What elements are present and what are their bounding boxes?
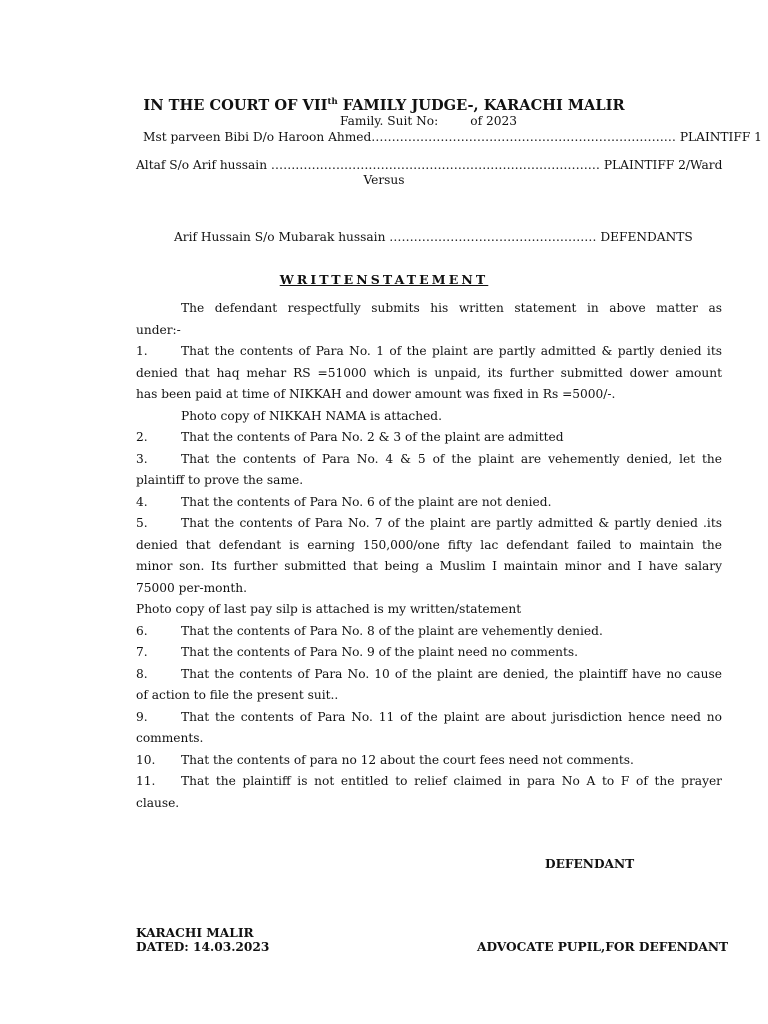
court-title-suffix: FAMILY JUDGE-, KARACHI MALIR (337, 97, 625, 114)
para-5 (136, 513, 722, 535)
para-5-line-5: Photo copy of last pay silp is attached is my written/statement (136, 602, 522, 616)
para-3 (136, 449, 722, 471)
para-text: That the contents of Para No. 6 of the plaint are not denied. (181, 494, 552, 509)
para-number: 11. (136, 774, 156, 788)
para-number: 10. (136, 752, 156, 767)
para-11-line-2: clause. (136, 795, 180, 810)
para-7 (136, 642, 722, 664)
para-text: That the contents of Para No. 2 & 3 of the plaint are admitted (181, 430, 564, 444)
para-number: 2. (136, 430, 148, 444)
intro-line-2: under:- (136, 322, 181, 337)
court-title-sup: th (327, 97, 338, 107)
para-9-line-2: comments. (136, 731, 204, 745)
plaintiff-1: Mst parveen Bibi D/o Haroon Ahmed………………………………………………………………… PLAINTIFF 1 (143, 130, 762, 144)
written-statement-title: WRITTENSTATEMENT (279, 272, 489, 287)
para-6 (136, 621, 722, 643)
statement-body (136, 298, 722, 814)
para-text: That the contents of Para No. 1 of the plaint are partly admitted & partly denied its (181, 344, 722, 358)
para-text: That the contents of Para No. 11 of the plaint are about jurisdiction hence need no (181, 709, 722, 724)
court-title-prefix: IN THE COURT OF VII (143, 97, 328, 114)
plaintiff-2: Altaf S/o Arif hussain ……………………………………………………………………… PLAINTIFF 2/Ward (136, 158, 723, 172)
para-text: That the contents of Para No. 7 of the plaint are partly admitted & partly denied .its (181, 516, 722, 530)
para-number: 5. (136, 516, 148, 530)
defendants-line: Arif Hussain S/o Mubarak hussain …………………………………………… DEFENDANTS (174, 230, 693, 244)
defendant-signature: DEFENDANT (545, 857, 635, 871)
para-number: 8. (136, 666, 148, 681)
versus-label: Versus (363, 173, 405, 187)
intro-line-1: The defendant respectfully submits his written statement in above matter as (181, 301, 722, 315)
para-5-line-2: denied that defendant is earning 150,000/one fifty lac defendant failed to maintain the (136, 537, 722, 552)
para-number: 1. (136, 344, 148, 358)
para-1 (136, 341, 722, 363)
para-8 (136, 664, 722, 686)
para-5-line-4: 75000 per-month. (136, 580, 247, 595)
para-2 (136, 427, 722, 449)
place-label: KARACHI MALIR (136, 926, 254, 940)
court-title (0, 97, 768, 114)
para-3-line-2: plaintiff to prove the same. (136, 473, 304, 487)
para-text: That the contents of Para No. 8 of the plaint are vehemently denied. (181, 623, 603, 638)
para-1-line-3: has been paid at time of NIKKAH and dower amount was fixed in Rs =5000/-. (136, 387, 616, 401)
dated-label: DATED: 14.03.2023 (136, 940, 270, 954)
para-text: That the plaintiff is not entitled to relief claimed in para No A to F of the prayer (181, 774, 722, 788)
para-1-line-4: Photo copy of NIKKAH NAMA is attached. (181, 408, 442, 423)
para-11 (136, 771, 722, 793)
para-number: 7. (136, 645, 148, 659)
advocate-label: ADVOCATE PUPIL,FOR DEFENDANT (477, 940, 729, 954)
para-1-line-2: denied that haq mehar RS =51000 which is unpaid, its further submitted dower amount (136, 365, 722, 380)
para-text: That the contents of Para No. 9 of the plaint need no comments. (181, 645, 579, 659)
para-number: 6. (136, 623, 148, 638)
suit-year: of 2023 (470, 114, 517, 128)
para-number: 9. (136, 709, 148, 724)
para-text: That the contents of Para No. 4 & 5 of the plaint are vehemently denied, let the (181, 451, 722, 466)
para-9 (136, 707, 722, 729)
para-number: 4. (136, 494, 148, 509)
para-number: 3. (136, 451, 148, 466)
para-5-line-3: minor son. Its further submitted that being a Muslim I maintain minor and I have salary (136, 559, 722, 573)
para-8-line-2: of action to file the present suit.. (136, 688, 339, 702)
para-4 (136, 492, 722, 514)
para-text: That the contents of Para No. 10 of the plaint are denied, the plaintiff have no cause (181, 666, 722, 681)
suit-number-line (340, 114, 517, 128)
suit-label: Family. Suit No: (340, 114, 439, 128)
para-10 (136, 750, 722, 772)
para-text: That the contents of para no 12 about the court fees need not comments. (181, 752, 634, 767)
